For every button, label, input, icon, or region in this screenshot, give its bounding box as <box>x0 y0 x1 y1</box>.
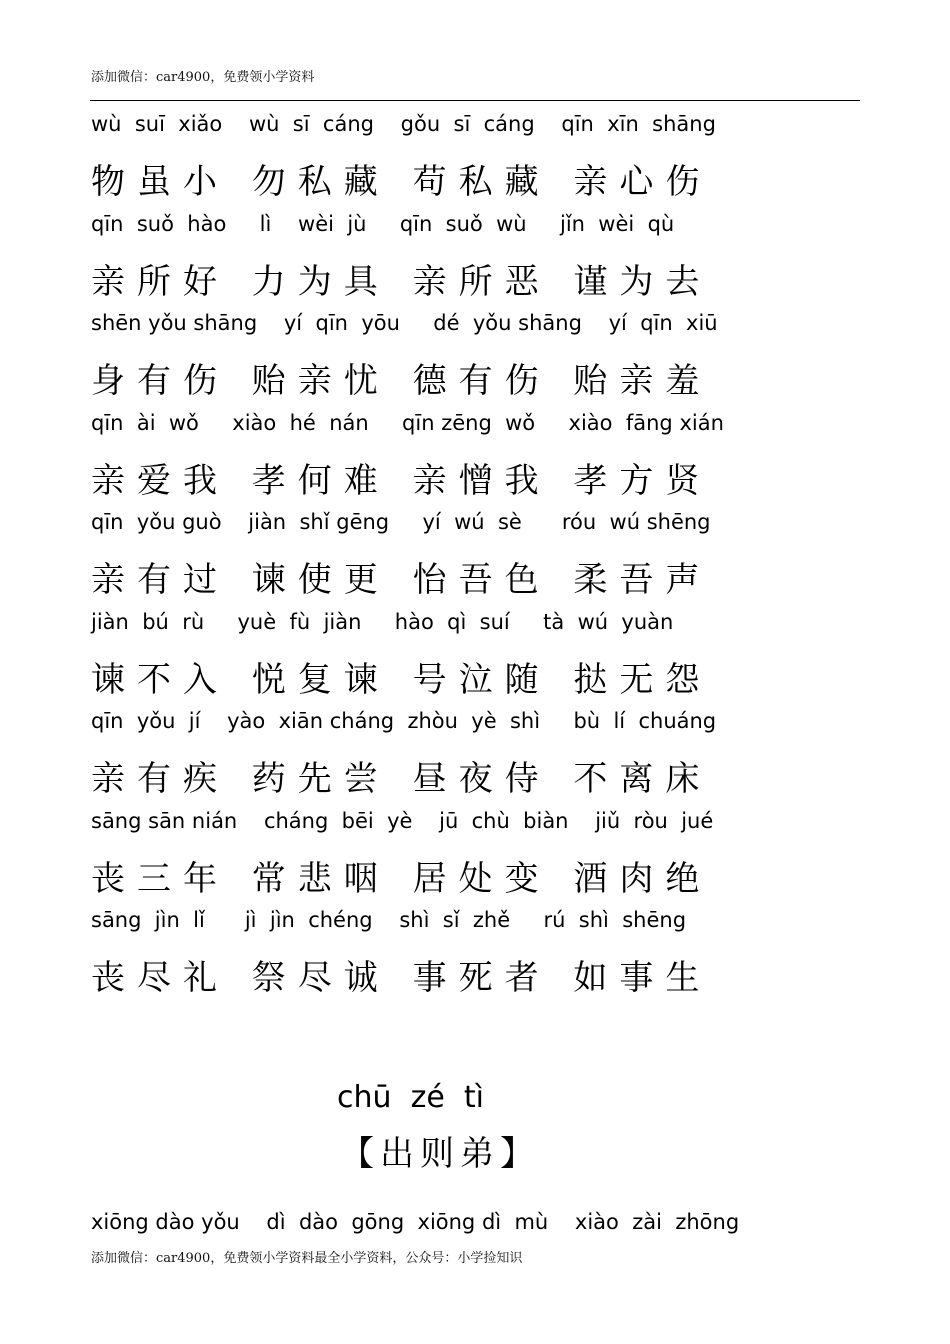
verse-hanzi: 谏不入 悦复谏 号泣随 挞无怨 <box>91 659 712 700</box>
verse-pinyin: qīn yǒu guò jiàn shǐ gēng yí wú sè róu wú shēng <box>91 510 711 534</box>
page-footer: 添加微信：car4900，免费领小学资料最全小学资料，公众号：小学捡知识 <box>91 1251 523 1266</box>
verse-3 <box>91 311 871 411</box>
verse-hanzi: 亲爱我 孝何难 亲憎我 孝方贤 <box>91 460 712 501</box>
verse-9 <box>91 908 871 1008</box>
verse-6 <box>91 610 871 710</box>
section-title: 【出则弟】 <box>340 1134 540 1174</box>
verse-pinyin: qīn ài wǒ xiào hé nán qīn zēng wǒ xiào fāng xián <box>91 410 724 435</box>
verse-hanzi: 丧三年 常悲咽 居处变 酒肉绝 <box>91 858 712 899</box>
verse-8 <box>91 809 871 909</box>
page-header: 添加微信：car4900，免费领小学资料 <box>91 70 315 85</box>
verse-pinyin: jiàn bú rù yuè fù jiàn hào qì suí tà wú yuàn <box>91 609 674 634</box>
verse-hanzi: 亲有疾 药先尝 昼夜侍 不离床 <box>91 759 712 799</box>
verse-2 <box>91 212 871 312</box>
verse-pinyin: sāng jìn lǐ jì jìn chéng shì sǐ zhě rú shì shēng <box>91 908 687 932</box>
verse-hanzi: 亲所好 力为具 亲所恶 谨为去 <box>91 261 712 302</box>
verse-hanzi: 物虽小 勿私藏 苟私藏 亲心伤 <box>91 162 712 202</box>
verse-pinyin: wù suī xiǎo wù sī cáng gǒu sī cáng qīn xīn shāng <box>91 112 716 136</box>
verse-list <box>91 112 871 1008</box>
verse-1 <box>91 112 871 212</box>
verse-7 <box>91 709 871 809</box>
verse-hanzi: 身有伤 贻亲忧 德有伤 贻亲羞 <box>91 361 712 401</box>
verse-pinyin: sāng sān nián cháng bēi yè jū chù biàn jiǔ ròu jué <box>91 808 714 833</box>
verse-pinyin: shēn yǒu shāng yí qīn yōu dé yǒu shāng yí qīn xiū <box>91 311 718 335</box>
verse-4 <box>91 411 871 511</box>
verse-pinyin: qīn yǒu jí yào xiān cháng zhòu yè shì bù lí chuáng <box>91 709 717 733</box>
section-pinyin: chū zé tì <box>337 1080 484 1115</box>
verse-hanzi: 丧尽礼 祭尽诚 事死者 如事生 <box>91 958 712 998</box>
verse-5 <box>91 510 871 610</box>
header-rule <box>90 100 860 101</box>
verse-hanzi: 亲有过 谏使更 怡吾色 柔吾声 <box>91 560 712 600</box>
next-verse-pinyin: xiōng dào yǒu dì dào gōng xiōng dì mù xiào zài zhōng <box>91 1210 740 1234</box>
verse-pinyin: qīn suǒ hào lì wèi jù qīn suǒ wù jǐn wèi qù <box>91 211 675 236</box>
